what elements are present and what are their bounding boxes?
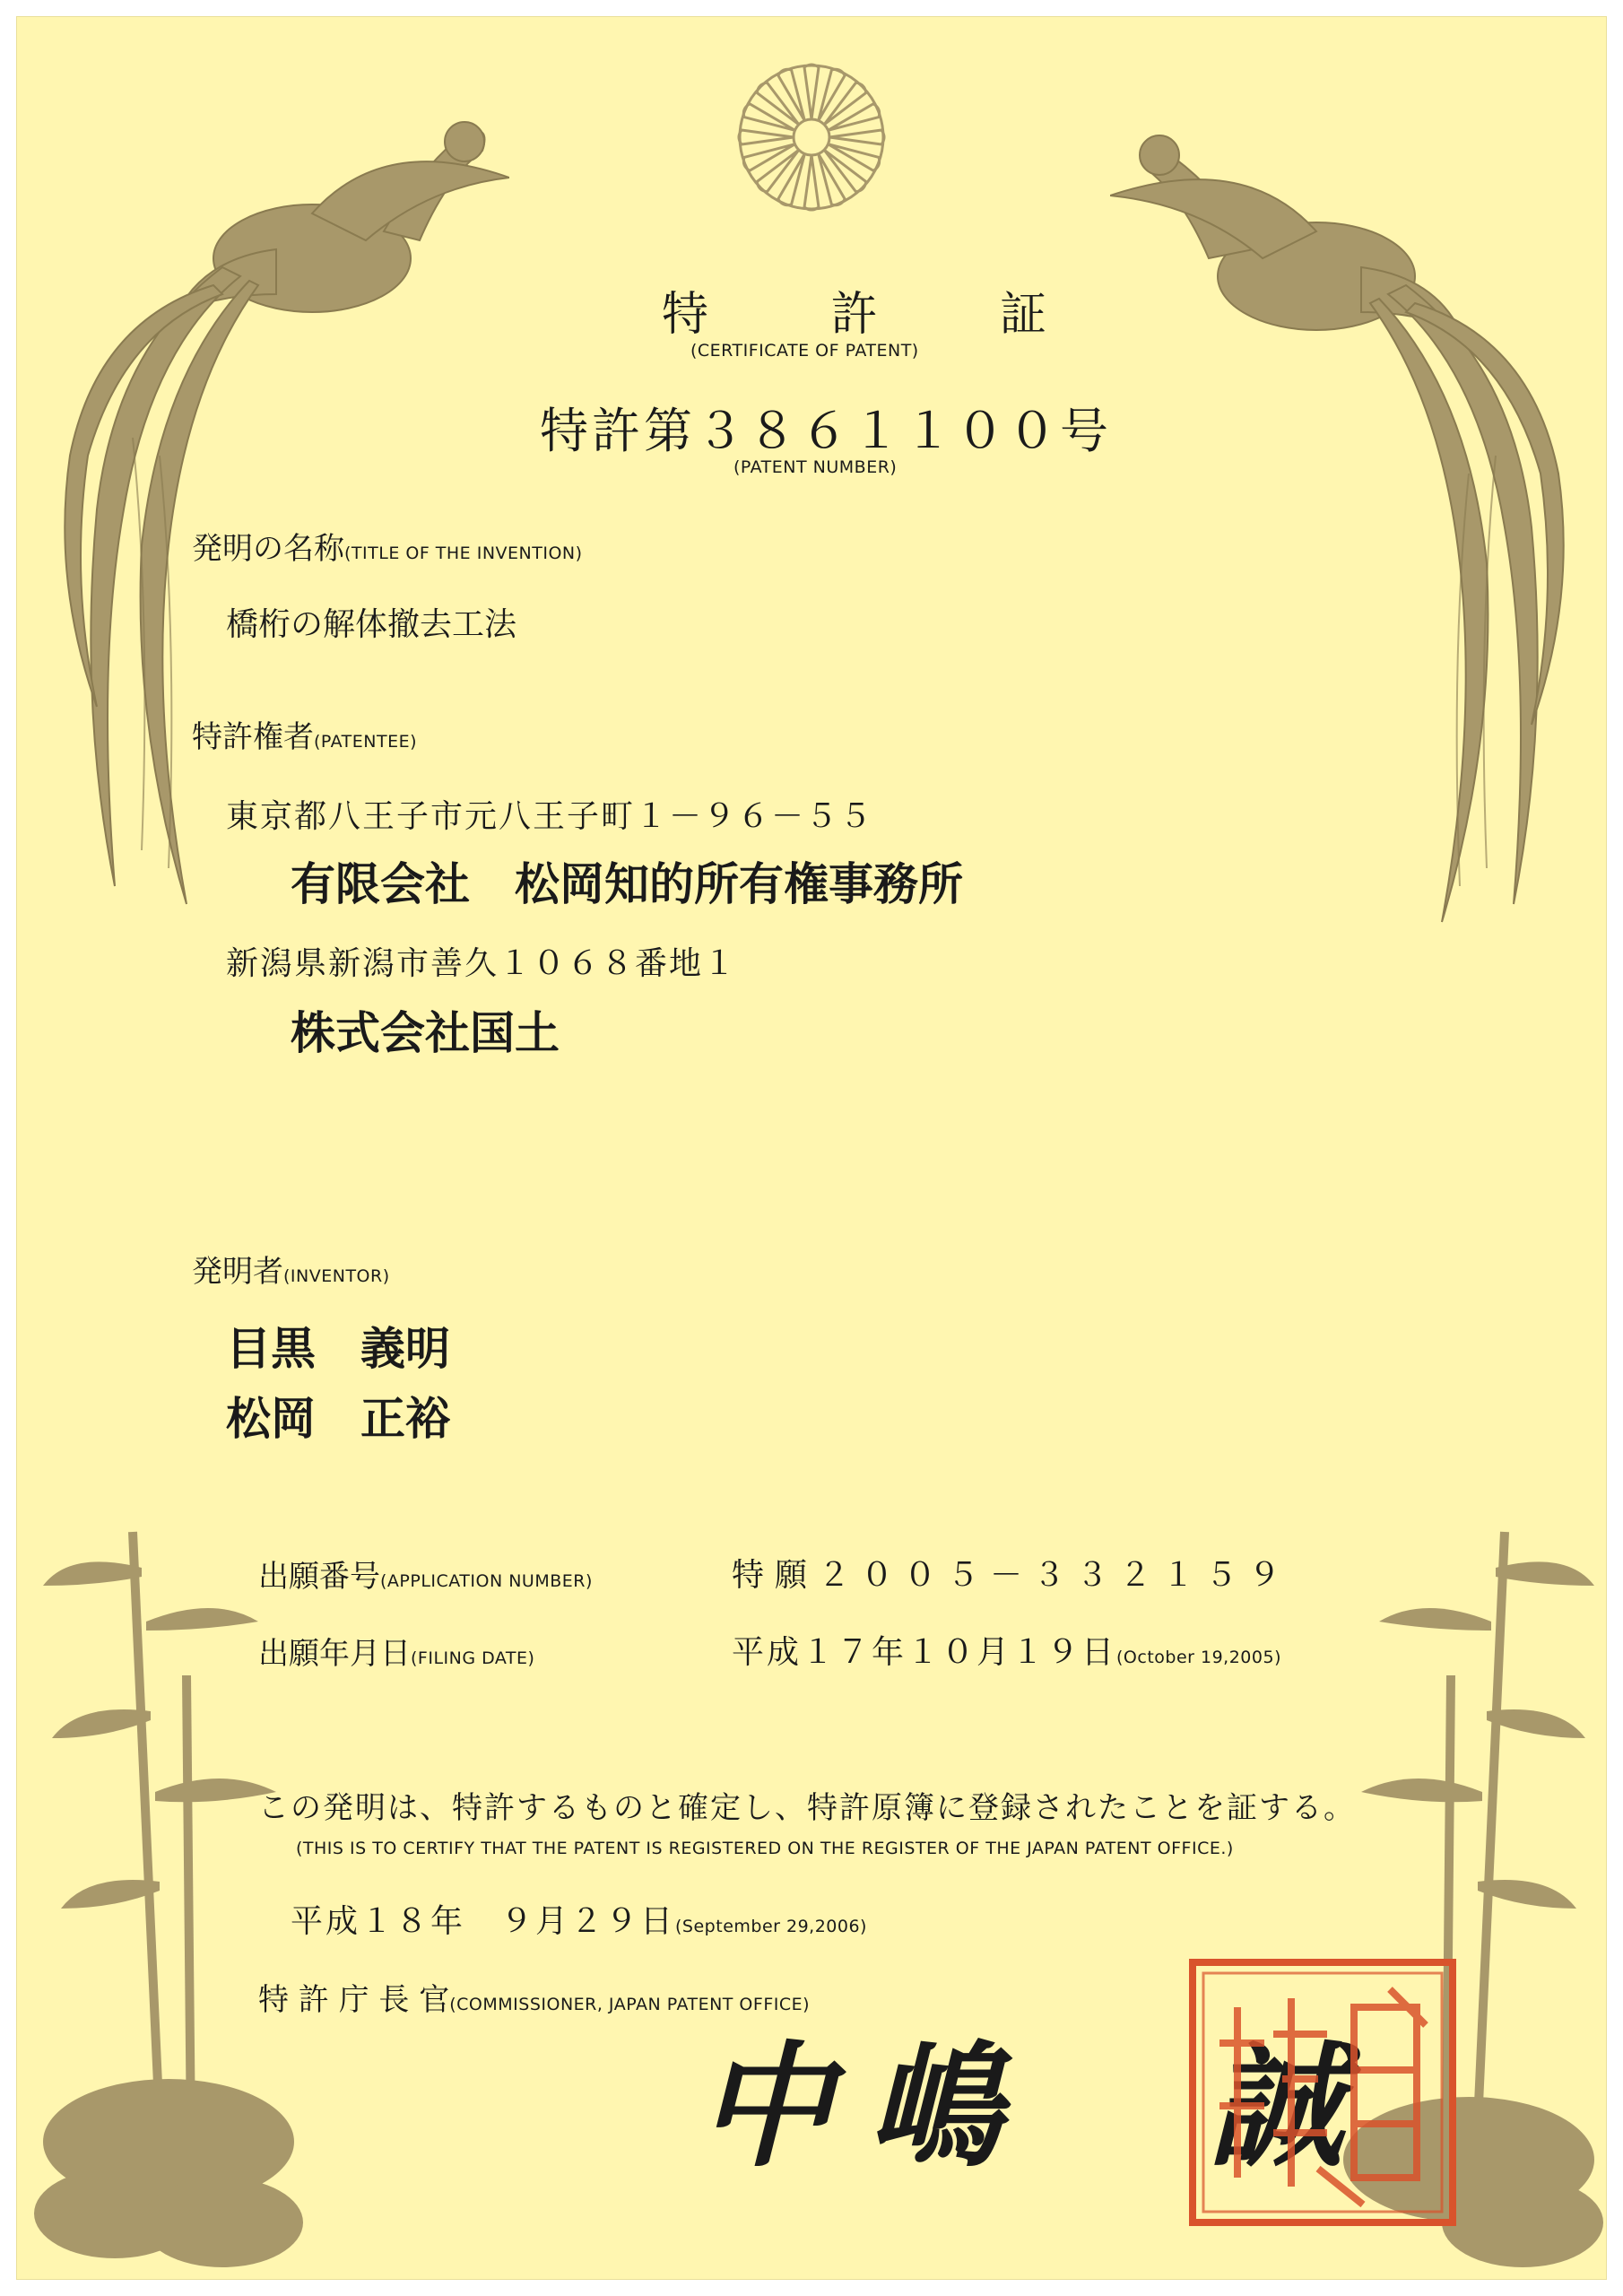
patentee-address: 新潟県新潟市善久１０６８番地１ [226, 945, 738, 982]
inventor-name: 松岡 正裕 [226, 1392, 450, 1445]
issue-date [291, 1896, 867, 1942]
phoenix-right-icon [1110, 79, 1585, 940]
application-number-label-jp: 出願番号 [258, 1559, 380, 1595]
official-seal-icon [1184, 1953, 1462, 2231]
invention-title: 橋桁の解体撤去工法 [226, 606, 517, 643]
certificate-paper [16, 16, 1607, 2280]
filing-date-label-en: (FILING DATE) [411, 1648, 535, 1668]
patentee-label [192, 712, 417, 756]
application-number: 特願２００５－３３２１５９ [732, 1557, 1292, 1594]
filing-date [732, 1627, 1281, 1673]
certificate-title: 特 許 証 [662, 288, 1101, 342]
application-number-label-en: (APPLICATION NUMBER) [380, 1571, 593, 1591]
invention-label-jp: 発明の名称 [192, 531, 344, 567]
patentee-label-en: (PATENTEE) [314, 732, 418, 752]
chrysanthemum-crest-icon [735, 61, 888, 213]
patentee-name: 株式会社国土 [291, 1006, 560, 1059]
bamboo-left-icon [34, 1496, 303, 2276]
inventor-label-jp: 発明者 [192, 1254, 283, 1290]
filing-date-jp: 平成１７年１０月１９日 [732, 1634, 1117, 1671]
patentee-address: 東京都八王子市元八王子町１－９６－５５ [226, 798, 874, 835]
certification-text: この発明は、特許するものと確定し、特許原簿に登録されたことを証する。 [258, 1790, 1356, 1826]
issue-date-jp: 平成１８年 ９月２９日 [291, 1903, 676, 1940]
certificate-title-en: (CERTIFICATE OF PATENT) [690, 341, 919, 361]
patent-number-en: (PATENT NUMBER) [733, 457, 898, 477]
issue-date-en: (September 29,2006) [675, 1917, 867, 1936]
certification-text-en: (THIS IS TO CERTIFY THAT THE PATENT IS REGISTERED ON THE REGISTER OF THE JAPAN PATENT OFFICE.) [296, 1839, 1234, 1858]
filing-date-label-jp: 出願年月日 [258, 1636, 411, 1672]
filing-date-label [258, 1629, 534, 1673]
patentee-label-jp: 特許権者 [192, 719, 314, 755]
commissioner-label-jp: 特 許 庁 長 官 [258, 1982, 450, 2018]
filing-date-en: (October 19,2005) [1116, 1648, 1281, 1667]
patent-number: 特許第３８６１１００号 [540, 403, 1112, 459]
commissioner-label-en: (COMMISSIONER, JAPAN PATENT OFFICE) [449, 1995, 811, 2014]
inventor-label [192, 1247, 390, 1291]
application-number-label [258, 1552, 593, 1596]
inventor-name: 目黒 義明 [226, 1322, 450, 1375]
invention-label-en: (TITLE OF THE INVENTION) [344, 544, 583, 563]
patentee-name: 有限会社 松岡知的所有権事務所 [291, 857, 963, 910]
invention-label [192, 524, 583, 568]
commissioner-signature: 中嶋 誠 [698, 2028, 1380, 2186]
inventor-label-en: (INVENTOR) [283, 1266, 390, 1286]
